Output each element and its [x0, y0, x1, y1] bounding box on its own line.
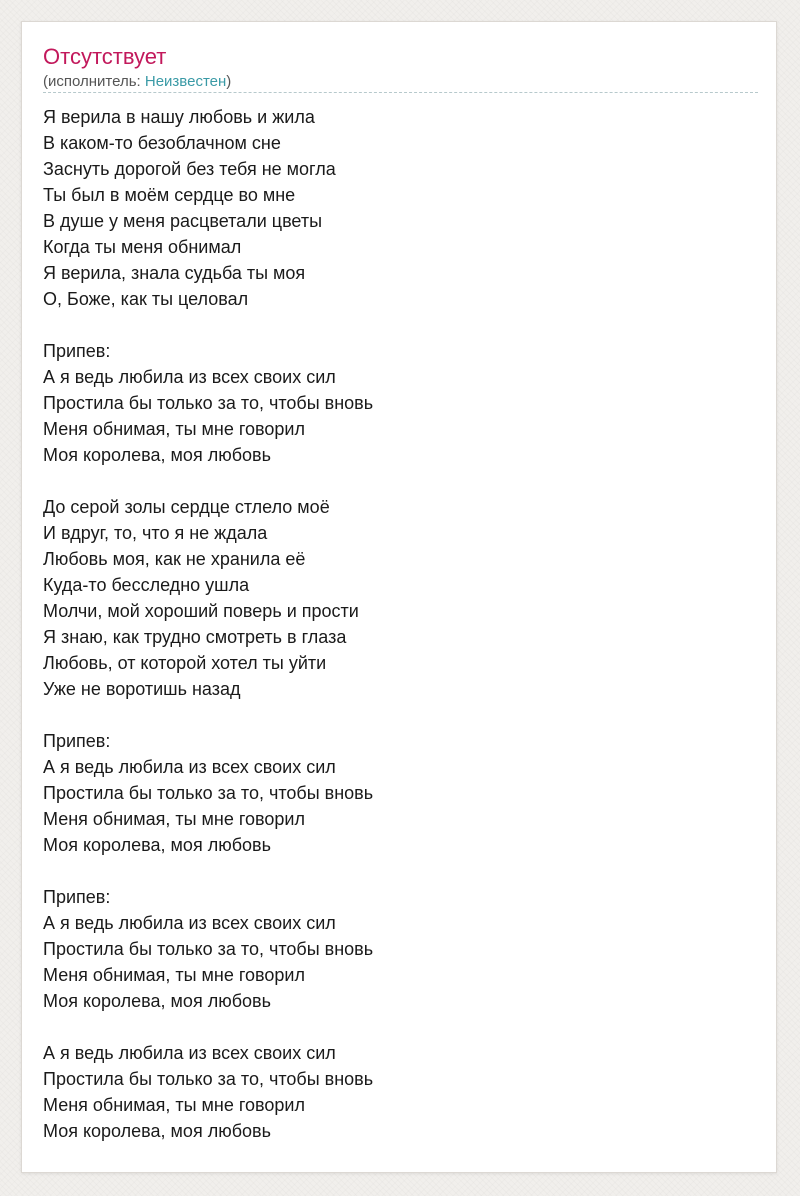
lyric-line: Моя королева, моя любовь: [43, 991, 271, 1011]
stanza-gap: [43, 1014, 373, 1040]
lyric-line: А я ведь любила из всех своих сил: [43, 913, 336, 933]
lyric-line: Когда ты меня обнимал: [43, 237, 242, 257]
lyric-line: А я ведь любила из всех своих сил: [43, 1043, 336, 1063]
lyric-line: Меня обнимая, ты мне говорил: [43, 419, 305, 439]
lyric-line: Заснуть дорогой без тебя не могла: [43, 159, 336, 179]
artist-line: [43, 73, 758, 93]
lyric-line: Любовь моя, как не хранила её: [43, 549, 306, 569]
stanza-gap: [43, 858, 373, 884]
lyric-line: Простила бы только за то, чтобы вновь: [43, 393, 374, 413]
lyric-line: Любовь, от которой хотел ты уйти: [43, 653, 327, 673]
lyric-line: Я знаю, как трудно смотреть в глаза: [43, 627, 347, 647]
stanza-gap: [43, 312, 373, 338]
lyric-line: Куда-то бесследно ушла: [43, 575, 250, 595]
lyric-line: Моя королева, моя любовь: [43, 835, 271, 855]
lyrics-card: [21, 21, 777, 1173]
lyric-line: Моя королева, моя любовь: [43, 1121, 271, 1141]
lyric-line: Простила бы только за то, чтобы вновь: [43, 939, 374, 959]
song-title[interactable]: Отсутствует: [43, 44, 167, 69]
lyric-line: Простила бы только за то, чтобы вновь: [43, 783, 374, 803]
lyric-line: Припев:: [43, 731, 111, 751]
artist-link[interactable]: Неизвестен: [144, 73, 227, 90]
lyric-line: Меня обнимая, ты мне говорил: [43, 809, 305, 829]
lyric-line: И вдруг, то, что я не ждала: [43, 523, 268, 543]
stanza-gap: [43, 702, 373, 728]
artist-suffix: ): [226, 73, 232, 90]
stanza-gap: [43, 468, 373, 494]
lyric-line: О, Боже, как ты целовал: [43, 289, 249, 309]
lyric-line: Я верила в нашу любовь и жила: [43, 107, 315, 127]
lyric-line: А я ведь любила из всех своих сил: [43, 757, 336, 777]
lyric-line: До серой золы сердце стлело моё: [43, 497, 330, 517]
lyric-line: Молчи, мой хороший поверь и прости: [43, 601, 359, 621]
lyric-line: Припев:: [43, 887, 111, 907]
lyric-line: В душе у меня расцветали цветы: [43, 211, 323, 231]
lyric-line: Меня обнимая, ты мне говорил: [43, 1095, 305, 1115]
lyric-line: Я верила, знала судьба ты моя: [43, 263, 306, 283]
lyrics-body: [43, 104, 373, 1144]
lyric-line: Простила бы только за то, чтобы вновь: [43, 1069, 374, 1089]
lyric-line: Припев:: [43, 341, 111, 361]
lyric-line: Меня обнимая, ты мне говорил: [43, 965, 305, 985]
lyric-line: Уже не воротишь назад: [43, 679, 241, 699]
artist-prefix: (исполнитель:: [43, 73, 145, 90]
lyric-line: В каком-то безоблачном сне: [43, 133, 281, 153]
lyric-line: А я ведь любила из всех своих сил: [43, 367, 336, 387]
lyric-line: Моя королева, моя любовь: [43, 445, 271, 465]
lyric-line: Ты был в моём сердце во мне: [43, 185, 296, 205]
